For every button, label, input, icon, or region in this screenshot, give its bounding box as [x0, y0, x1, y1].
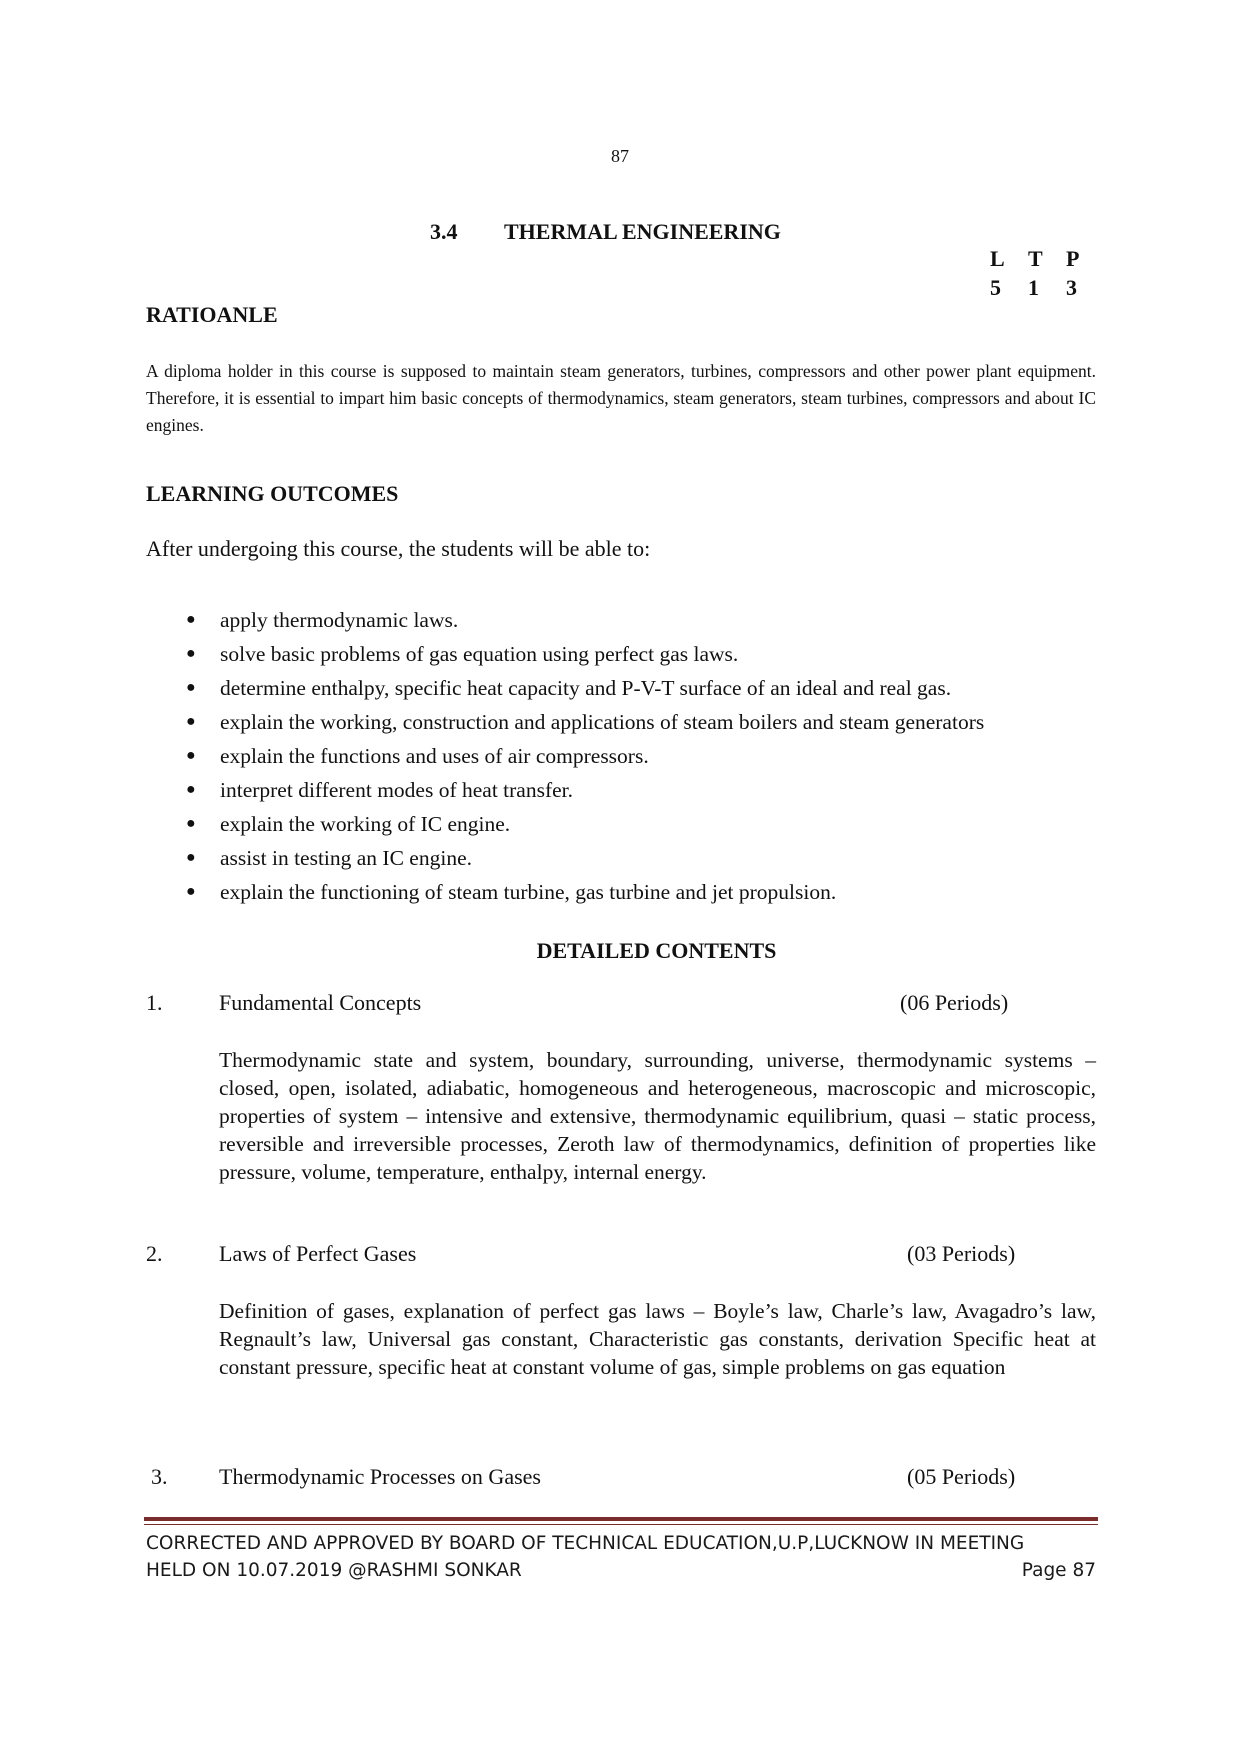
- list-item: [180, 637, 984, 671]
- footer-page-number: Page 87: [1021, 1560, 1096, 1581]
- footer-rule-thin: [144, 1524, 1098, 1525]
- outcome-text: explain the working of IC engine.: [220, 812, 511, 836]
- outcome-text: explain the working, construction and applications of steam boilers and steam generators: [220, 710, 985, 734]
- ltp-label-t: T: [1028, 246, 1043, 271]
- outcome-text: solve basic problems of gas equation using perfect gas laws.: [220, 642, 739, 666]
- ltp-values-row: [990, 275, 1088, 304]
- course-title: [430, 219, 781, 245]
- section-number: 3.4: [430, 219, 458, 244]
- ltp-table: [990, 246, 1088, 304]
- list-item: [180, 875, 984, 909]
- ltp-labels-row: [990, 246, 1088, 275]
- list-item: [180, 705, 984, 739]
- list-item: [180, 807, 984, 841]
- outcome-text: apply thermodynamic laws.: [220, 608, 459, 632]
- ltp-value-l: 5: [990, 275, 1001, 300]
- item-number: 2.: [146, 1241, 163, 1266]
- rationale-heading: RATIOANLE: [146, 302, 278, 327]
- learning-outcomes-list: [180, 603, 984, 909]
- list-item: [180, 773, 984, 807]
- footer-line-2: [146, 1557, 1096, 1584]
- footer-line-1: CORRECTED AND APPROVED BY BOARD OF TECHNICAL EDUCATION,U.P,LUCKNOW IN MEETING: [146, 1533, 1025, 1554]
- content-item-3: [146, 1464, 1096, 1494]
- page-footer: [146, 1530, 1096, 1584]
- ltp-value-p: 3: [1066, 275, 1077, 300]
- bullet-icon: ●: [186, 679, 196, 696]
- content-item-2: [146, 1241, 1096, 1381]
- outcome-text: explain the functioning of steam turbine, gas turbine and jet propulsion.: [220, 880, 837, 904]
- rationale-text: A diploma holder in this course is supposed to maintain steam generators, turbines, compressors and other power plant equipment. Therefore, it is essential to impart him basic concepts of thermodynamics, steam generators, steam turbines, compressors and about IC engines.: [146, 361, 1096, 435]
- ltp-label-p: P: [1066, 246, 1080, 271]
- learning-outcomes-heading: LEARNING OUTCOMES: [146, 481, 399, 506]
- list-item: [180, 603, 984, 637]
- content-item-1: [146, 990, 1096, 1186]
- list-item: [180, 841, 984, 875]
- outcome-text: interpret different modes of heat transfer.: [220, 778, 574, 802]
- item-body: Definition of gases, explanation of perfect gas laws – Boyle’s law, Charle’s law, Avagadro’s law, Regnault’s law, Universal gas constant, Characteristic gas constants, derivation Specific heat at constant pressure, specific heat at constant volume of gas, simple problems on gas equation: [219, 1299, 1096, 1379]
- list-item: [180, 671, 984, 705]
- list-item: [180, 739, 984, 773]
- item-title: Laws of Perfect Gases: [219, 1241, 417, 1266]
- footer-approval-info: HELD ON 10.07.2019 @RASHMI SONKAR: [146, 1560, 522, 1581]
- detailed-contents-heading: DETAILED CONTENTS: [536, 938, 777, 963]
- bullet-icon: ●: [186, 611, 196, 628]
- item-periods: (05 Periods): [907, 1464, 1016, 1489]
- learning-outcomes-intro: After undergoing this course, the students will be able to:: [146, 536, 651, 561]
- bullet-icon: ●: [186, 815, 196, 832]
- footer-rule-thick: [144, 1517, 1098, 1521]
- outcome-text: explain the functions and uses of air compressors.: [220, 744, 649, 768]
- outcome-text: assist in testing an IC engine.: [220, 846, 472, 870]
- bullet-icon: ●: [186, 747, 196, 764]
- item-title: Fundamental Concepts: [219, 990, 422, 1015]
- item-periods: (06 Periods): [900, 990, 1009, 1015]
- bullet-icon: ●: [186, 713, 196, 730]
- course-name: THERMAL ENGINEERING: [504, 219, 781, 244]
- bullet-icon: ●: [186, 883, 196, 900]
- item-body: Thermodynamic state and system, boundary, surrounding, universe, thermodynamic systems – closed, open, isolated, adiabatic, homogeneous and heterogeneous, macroscopic and microscopic, properties of system – intensive and extensive, thermodynamic equilibrium, quasi – static process, reversible and irreversible processes, Zeroth law of thermodynamics, definition of properties like pressure, volume, temperature, enthalpy, internal energy.: [219, 1048, 1096, 1184]
- outcome-text: determine enthalpy, specific heat capacity and P-V-T surface of an ideal and real gas.: [220, 676, 952, 700]
- item-periods: (03 Periods): [907, 1241, 1016, 1266]
- page-number-top: 87: [611, 146, 629, 166]
- bullet-icon: ●: [186, 645, 196, 662]
- bullet-icon: ●: [186, 849, 196, 866]
- item-title: Thermodynamic Processes on Gases: [219, 1464, 541, 1489]
- item-number: 1.: [146, 990, 163, 1015]
- ltp-label-l: L: [990, 246, 1005, 271]
- ltp-value-t: 1: [1028, 275, 1039, 300]
- bullet-icon: ●: [186, 781, 196, 798]
- item-number: 3.: [151, 1464, 168, 1489]
